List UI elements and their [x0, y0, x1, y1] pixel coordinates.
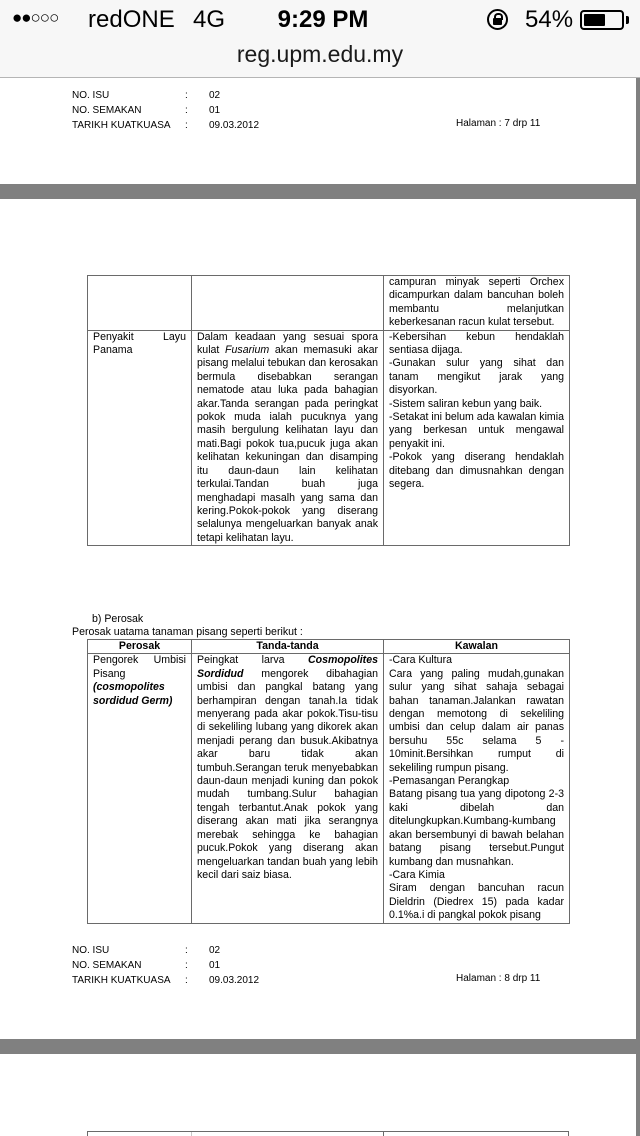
meta-colon: :: [185, 105, 188, 116]
meta-value: 09.03.2012: [209, 120, 260, 131]
control-item: Batang pisang tua yang dipotong 2-3 kaki dibelah dan ditelungkupkan.Kumbang-kumbang akan bersembunyi di bawah belahan batang pisang tersebut.Pungut kumbang dan musnahkan.: [389, 788, 564, 868]
header-kawalan: Kawalan: [384, 640, 570, 654]
meta-colon: :: [185, 120, 188, 131]
page8-halaman: Halaman : 8 drp 11: [456, 973, 541, 984]
meta-key: NO. SEMAKAN: [72, 105, 142, 116]
table-divider: [383, 1132, 384, 1136]
symptoms-fusarium: Fusarium: [225, 344, 270, 357]
control-item: -Pokok yang diserang hendaklah ditebang dan dimusnahkan dengan segera.: [389, 451, 564, 491]
rotation-lock-icon: [487, 9, 508, 30]
control-item: -Kebersihan kebun hendaklah sentiasa dijaga.: [389, 330, 564, 357]
header-tanda-tanda: Tanda-tanda: [192, 640, 384, 654]
control-heading: -Cara Kimia: [389, 868, 445, 881]
table-cell-control: [384, 654, 570, 923]
symptoms-species: Cosmopolites Sordidud: [197, 654, 378, 680]
meta-value: 01: [209, 105, 221, 116]
meta-value: 09.03.2012: [209, 975, 260, 986]
table-cell-symptoms: [192, 654, 384, 923]
control-heading: -Pemasangan Perangkap: [389, 775, 510, 788]
symptoms-text: Peingkat larva: [197, 654, 308, 667]
signal-strength-icon: ●●○○○: [12, 8, 59, 27]
symptoms-text-cont: akan memasuki akar pisang melalui tebukan dan kerosakan bermula disebabkan serangan nematode atau luka pada bahagian akar.Tanda serangan pada peringkat pokok muda ialah pucuknya yang masih bergulung kelihatan layu dan mati.Bagi pokok tua,pucuk juga akan kelihatan kekuningan dan disamping itu daun-daun lain kelihatan terkulai.Tandan buah juga menghadapi masalh yang sama dan kering.Pokok-pokok yang diserang selalunya mengeluarkan banyak anak tetapi kelihatan layu.: [197, 344, 378, 544]
meta-value: 01: [209, 960, 221, 971]
table-cell-empty: [88, 276, 192, 331]
table-row-panama: [88, 330, 570, 546]
pest-table: [87, 639, 570, 924]
table-row-pengorek: [88, 654, 570, 923]
url-bar[interactable]: reg.upm.edu.my: [236, 41, 404, 67]
table-cell-control: campuran minyak seperti Orchex dicampurkan dalam bancuhan boleh membantu melanjutkan keberkesanan racun kulat tersebut.: [384, 276, 570, 331]
meta-key: NO. ISU: [72, 90, 110, 101]
table-row: [88, 276, 570, 331]
meta-colon: :: [185, 975, 188, 986]
control-heading: -Cara Kultura: [389, 654, 452, 667]
meta-colon: :: [185, 945, 188, 956]
table-cell-disease-name: Penyakit Layu Panama: [88, 330, 192, 546]
network-type: 4G: [193, 6, 226, 33]
battery-icon: [580, 10, 624, 30]
pest-scientific-name: (cosmopolites sordidud Germ): [93, 681, 173, 707]
table-cell-pest-name: [88, 654, 192, 923]
disease-table: [87, 275, 570, 546]
meta-colon: :: [185, 90, 188, 101]
scrollbar-track[interactable]: [636, 78, 640, 1136]
page-separator: [0, 1039, 640, 1054]
control-item: Siram dengan bancuhan racun Dieldrin (Diedrex 15) pada kadar 0.1%a.i di pangkal pokok pisang: [389, 882, 564, 922]
section-heading-perosak: b) Perosak: [92, 613, 144, 625]
meta-value: 02: [209, 90, 221, 101]
header-perosak: Perosak: [88, 640, 192, 654]
status-time: 9:29 PM: [277, 6, 369, 33]
table-divider: [191, 1132, 192, 1136]
control-item: Cara yang paling mudah,gunakan sulur yang sihat sahaja sebagai bahan tanaman.Jalankan rawatan dengan memotong di sekeliling umbisi dan celup dalam air panas bersuhu 55c selama 5 - 10minit.Bersihkan rumput di sekeliling rumpun pisang.: [389, 667, 564, 774]
browser-topbar: [0, 0, 640, 78]
control-item: -Gunakan sulur yang sihat dan tanam mengikut jarak yang disyorkan.: [389, 357, 564, 397]
table-cell-control: [384, 330, 570, 546]
page7-halaman: Halaman : 7 drp 11: [456, 118, 541, 129]
meta-key: TARIKH KUATKUASA: [72, 120, 171, 131]
battery-level: [584, 14, 605, 26]
control-item: -Sistem saliran kebun yang baik.: [389, 397, 543, 410]
meta-value: 02: [209, 945, 221, 956]
symptoms-text: Dalam keadaan yang sesuai spora kulat: [197, 330, 378, 357]
battery-percent: 54%: [525, 6, 574, 33]
table-cell-empty: [192, 276, 384, 331]
carrier-name: redONE: [88, 6, 175, 33]
meta-key: NO. ISU: [72, 945, 110, 956]
next-page-table-edge: [87, 1131, 569, 1136]
pest-name: Pengorek Umbisi Pisang: [93, 654, 186, 680]
table-header-row: [88, 640, 570, 654]
meta-key: TARIKH KUATKUASA: [72, 975, 171, 986]
section-intro: Perosak uatama tanaman pisang seperti berikut :: [72, 626, 303, 638]
meta-colon: :: [185, 960, 188, 971]
battery-tip: [626, 16, 629, 24]
meta-key: NO. SEMAKAN: [72, 960, 142, 971]
table-cell-symptoms: [192, 330, 384, 546]
status-bar: [0, 0, 640, 40]
symptoms-text-cont: mengorek dibahagian umbisi dan pangkal batang yang berhampiran dengan tanah.Ia tidak menyerang pada akar pokok.Tisu-tisu di sekeliling lubang yang dikorek akan menjadi perang dan busuk.Akibatnya akar baru tidak akan tumbuh.Serangan teruk menyebabkan daun-daun menjadi kuning dan pokok mudah tumbang.Sulur bahagian tengah terbantut.Anak pokok yang diserang akan mati jika serangnya merebak sehingga ke bahagian pucuk.Pokok yang diserang akan mengeluarkan tandan buah yang lebih kecil dari saiz biasa.: [197, 667, 378, 881]
page-separator: [0, 184, 640, 199]
control-item: -Setakat ini belum ada kawalan kimia yang berkesan untuk mengawal penyakit ini.: [389, 411, 564, 450]
